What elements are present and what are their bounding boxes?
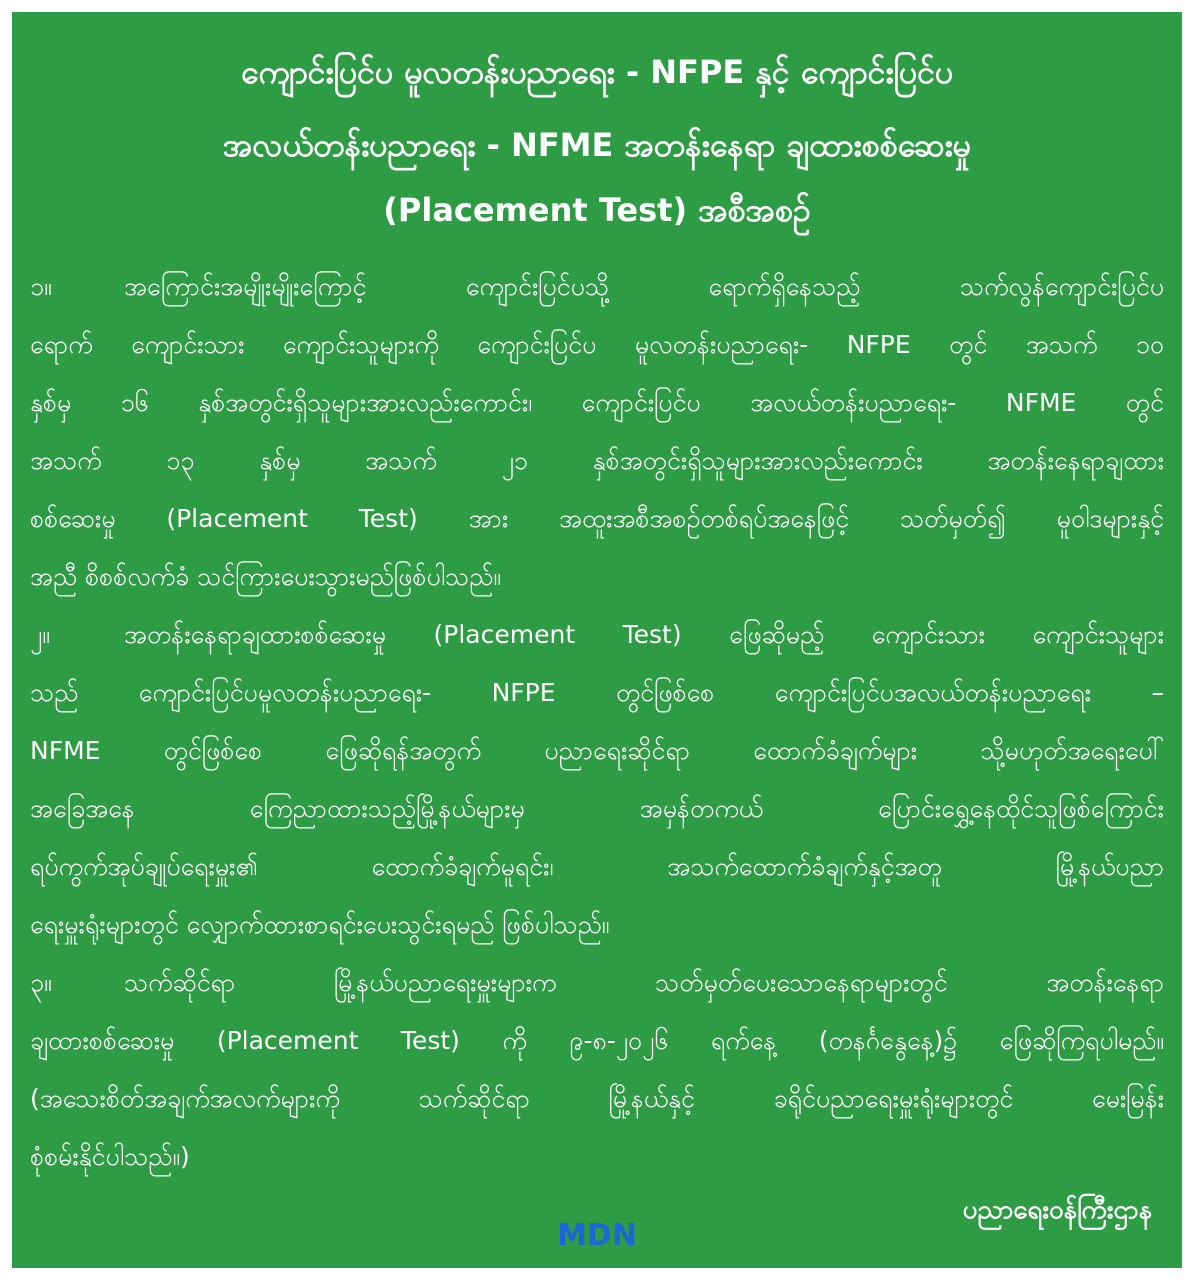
paragraph-3-line-3: (အသေးစိတ်အချက်အလက်များကို သက်ဆိုင်ရာ မြို့နယ်နှင့် ခရိုင်ပညာရေးမှူးရုံးများတွင် မေးမြန်း [30,1084,1164,1113]
paragraph-3-line-2: ချထားစစ်ဆေးမှု (Placement Test) ကို ၉-၈-၂၀၂၆ ရက်နေ့ (တနင်္ဂနွေနေ့)၌ ဖြေဆိုကြရပါမည်။ [30,1026,1164,1055]
title-line-2: အလယ်တန်းပညာရေး - NFME အတန်းနေရာ ချထားစစ်ဆေးမှု [222,126,972,164]
paragraph-2-line-2: သည် ကျောင်းပြင်ပမူလတန်းပညာရေး- NFPE တွင်ဖြစ်စေ ကျောင်းပြင်ပအလယ်တန်းပညာရေး – [30,678,1164,707]
paragraph-2-line-4: အခြေအနေ ကြေညာထားသည့်မြို့နယ်များမှ အမှန်တကယ် ပြောင်းရွှေ့နေထိုင်သူဖြစ်ကြောင်း [30,794,1164,823]
paragraph-1-line-2: ရောက် ကျောင်းသား ကျောင်းသူများကို ကျောင်းပြင်ပ မူလတန်းပညာရေး- NFPE တွင် အသက် ၁၀ [30,330,1164,359]
paragraph-2-text: အတန်းနေရာချထားစစ်ဆေးမှု (Placement Test) ဖြေဆိုမည့် ကျောင်းသား ကျောင်းသူများ [124,620,1164,649]
announcement-panel [12,12,1182,1268]
paragraph-2-line-5: ရပ်ကွက်အုပ်ချုပ်ရေးမှူး၏ ထောက်ခံချက်မူရင်း၊ အသက်ထောက်ခံချက်နှင့်အတူ မြို့နယ်ပညာ [30,852,1164,881]
paragraph-2-line-1 [30,615,1164,655]
title-line-3: (Placement Test) အစီအစဉ် [383,191,811,229]
signature-ministry: ပညာရေးဝန်ကြီးဌာန [962,1195,1152,1225]
watermark-logo: MDN [557,1218,637,1253]
paragraph-1-text: အကြောင်းအမျိုးမျိုးကြောင့် ကျောင်းပြင်ပသို့ ရောက်ရှိနေသည့် သက်လွန်ကျောင်းပြင်ပ [124,272,1164,301]
paragraph-3-line-4: စုံစမ်းနိုင်ပါသည်။) [30,1142,190,1171]
paragraph-1-line-5: စစ်ဆေးမှု (Placement Test) အား အထူးအစီအစဉ်တစ်ရပ်အနေဖြင့် သတ်မှတ်၍ မူဝါဒများနှင့် [30,504,1164,533]
paragraph-1-line-6: အညီ စိစစ်လက်ခံ သင်ကြားပေးသွားမည်ဖြစ်ပါသည်။ [30,562,501,591]
paragraph-3-text: သက်ဆိုင်ရာ မြို့နယ်ပညာရေးမှူးများက သတ်မှတ်ပေးသောနေရာများတွင် အတန်းနေရာ [124,968,1164,997]
paragraph-1-line-3: နှစ်မှ ၁၆ နှစ်အတွင်းရှိသူများအားလည်းကောင်း၊ ကျောင်းပြင်ပ အလယ်တန်းပညာရေး- NFME တွင် [30,388,1164,417]
paragraph-1-number: ၁။ [30,272,52,301]
paragraph-2-line-3: NFME တွင်ဖြစ်စေ ဖြေဆိုရန်အတွက် ပညာရေးဆိုင်ရာ ထောက်ခံချက်များ သို့မဟုတ်အရေးပေါ် [30,736,1164,765]
paragraph-3-number: ၃။ [30,968,52,997]
paragraph-1-line-4: အသက် ၁၃ နှစ်မှ အသက် ၂၁ နှစ်အတွင်းရှိသူများအားလည်းကောင်း အတန်းနေရာချထား [30,446,1164,475]
paragraph-2-number: ၂။ [30,620,50,649]
title-line-1: ကျောင်းပြင်ပ မူလတန်းပညာရေး - NFPE နှင့် ကျောင်းပြင်ပ [240,53,954,91]
paragraph-3-line-1 [30,963,1164,1003]
paragraph-1-line-1 [30,267,1164,307]
paragraph-2-line-6: ရေးမှူးရုံးများတွင် လျှောက်ထားစာရင်းပေးသွင်းရမည် ဖြစ်ပါသည်။ [30,910,610,939]
